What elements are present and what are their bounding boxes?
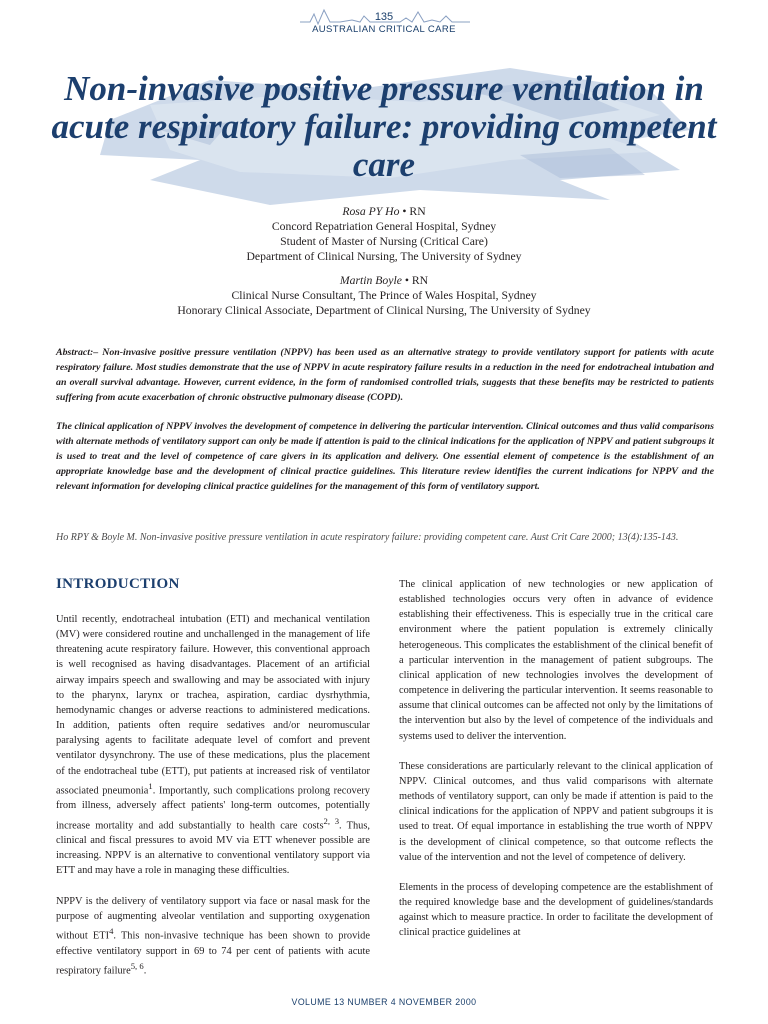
reference-superscript: 1 bbox=[148, 780, 153, 791]
author-line bbox=[0, 204, 768, 219]
page-header bbox=[0, 0, 768, 45]
author-name: Rosa PY Ho bbox=[342, 205, 400, 218]
journal-name: AUSTRALIAN CRITICAL CARE bbox=[312, 24, 456, 35]
body-paragraph: These considerations are particularly relevant to the clinical application of NPPV. Clinical outcomes, and thus valid comparisons with alternate methods of ventilatory support, can only be made if attention is paid to the clinical indications for the application of NPPV and patient subgroups it is used to treat. Of equal importance in establishing the true worth of NPPV is the development of clinical competence, so that outcome reflects the value of the intervention and not the level of competence of delivery. bbox=[399, 760, 713, 863]
reference-superscript: 2, 3 bbox=[323, 815, 340, 826]
reference-superscript: 5, 6 bbox=[130, 960, 144, 971]
body-text: . Thus, clinical and fiscal pressures to avoid MV via ETT whenever possible are increasing. NPPV is an alternative to conventional ventilatory support via ETT and may have a role in managing these difficulties. bbox=[56, 819, 370, 877]
author-list bbox=[0, 204, 768, 327]
left-column bbox=[56, 612, 370, 993]
page-number: 135 bbox=[374, 11, 394, 23]
citation: Ho RPY & Boyle M. Non-invasive positive pressure ventilation in acute respiratory failure: providing competent care. Aust Crit Care 2000; 13(4):135-143. bbox=[56, 532, 679, 543]
section-heading-introduction: INTRODUCTION bbox=[56, 576, 180, 592]
abstract-paragraph: The clinical application of NPPV involves the development of competence in delivering the particular intervention. Clinical outcomes and thus valid comparisons with alternate methods of ventilatory support can only be made if attention is paid to the clinical indications for the application of NPPV and patient subgroups it is used to treat and the level of competence of care givers in its application and delivery. One essential element of competence is the establishment of an appropriate knowledge base and the development of clinical practice guidelines. This literature review identifies the current indications for NPPV and the relevant information for developing clinical practice guidelines for the management of this form of ventilatory support. bbox=[56, 421, 714, 492]
author-affiliation: Clinical Nurse Consultant, The Prince of Wales Hospital, Sydney bbox=[231, 289, 537, 302]
author-line bbox=[0, 273, 768, 288]
body-text: . This non-invasive technique has been shown to provide effective ventilatory support in 69 to 74 per cent of patients with acute respiratory failure bbox=[56, 930, 370, 977]
body-paragraph bbox=[56, 894, 370, 979]
author-affiliation: Student of Master of Nursing (Critical Care) bbox=[280, 235, 488, 248]
reference-superscript: 4 bbox=[109, 925, 114, 936]
body-paragraph: The clinical application of new technologies or new application of established technologies occurs very often in advance of evidence establishing their effectiveness. This is especially true in the critical care environment where the patient population is extremely clinically heterogeneous. This complicates the establishment of the clinical benefit of a particular intervention in the management of patient subgroups. The clinical application of new technologies involves the development of competence in delivering the particular intervention. It seems reasonable to assume that clinical outcomes can be affected not only by the limitations of the intervention but also by the level of competence of the individuals and systems used to deliver the intervention. bbox=[399, 579, 713, 742]
author-affiliation: Department of Clinical Nursing, The University of Sydney bbox=[246, 250, 522, 263]
author-affiliation: Concord Repatriation General Hospital, Sydney bbox=[271, 220, 497, 233]
body-paragraph bbox=[56, 612, 370, 879]
body-paragraph: Elements in the process of developing competence are the establishment of the required knowledge base and the development of guidelines/standards against which to measure practice. In order to facilitate the development of clinical practice guidelines at bbox=[399, 881, 713, 939]
abstract bbox=[56, 345, 714, 508]
abstract-paragraph: Abstract:– Non-invasive positive pressure ventilation (NPPV) has been used as an alternative strategy to provide ventilatory support for patients with acute respiratory failure. Most studies demonstrate that the use of NPPV in acute respiratory failure results in a reduction in the need for endotracheal intubation and an overall survival advantage. However, current evidence, in the form of randomised controlled trials, suggests that these benefits may be restricted to patients suffering from acute exacerbation of chronic obstructive pulmonary disease (COPD). bbox=[56, 347, 714, 403]
author-name: Martin Boyle bbox=[339, 274, 402, 287]
author-block bbox=[0, 204, 768, 264]
body-text: . bbox=[143, 965, 147, 977]
right-column bbox=[399, 577, 713, 955]
body-text: NPPV is the delivery of ventilatory support via face or nasal mask for the purpose of augmenting alveolar ventilation and supporting oxygenation without ETI bbox=[56, 895, 370, 942]
body-text: Until recently, endotracheal intubation (ETI) and mechanical ventilation (MV) were considered routine and unchallenged in the management of life threatening acute respiratory failure. However, this conventional approach is well recognised as having disadvantages. Placement of an artificial airway impairs speech and swallowing and may be associated with injury to the pharynx, larynx or trachea, aspiration, cardiac dysrhythmia, hemodynamic changes or adverse reactions to administered medications. In addition, patients often require sedatives and/or neuromuscular paralysing agents to facilitate adequate level of comfort and prevent ventilator dysynchrony. The use of these medications, plus the placement of the endotracheal tube (ETT), put patients at increased risk of ventilator associated pneumonia bbox=[56, 614, 370, 797]
article-title: Non-invasive positive pressure ventilation in acute respiratory failure: providing competent care bbox=[51, 69, 717, 184]
author-affiliation: Honorary Clinical Associate, Department of Clinical Nursing, The University of Sydney bbox=[177, 304, 591, 317]
page-footer: VOLUME 13 NUMBER 4 NOVEMBER 2000 bbox=[291, 997, 477, 1007]
author-credential: • RN bbox=[399, 205, 426, 218]
body-text: . Importantly, such complications prolong recovery from illness, adversely affect patients' long-term outcomes, potentially increase mortality and add substantially to health care costs bbox=[56, 785, 370, 831]
author-credential: • RN bbox=[401, 274, 429, 287]
author-block bbox=[0, 273, 768, 318]
